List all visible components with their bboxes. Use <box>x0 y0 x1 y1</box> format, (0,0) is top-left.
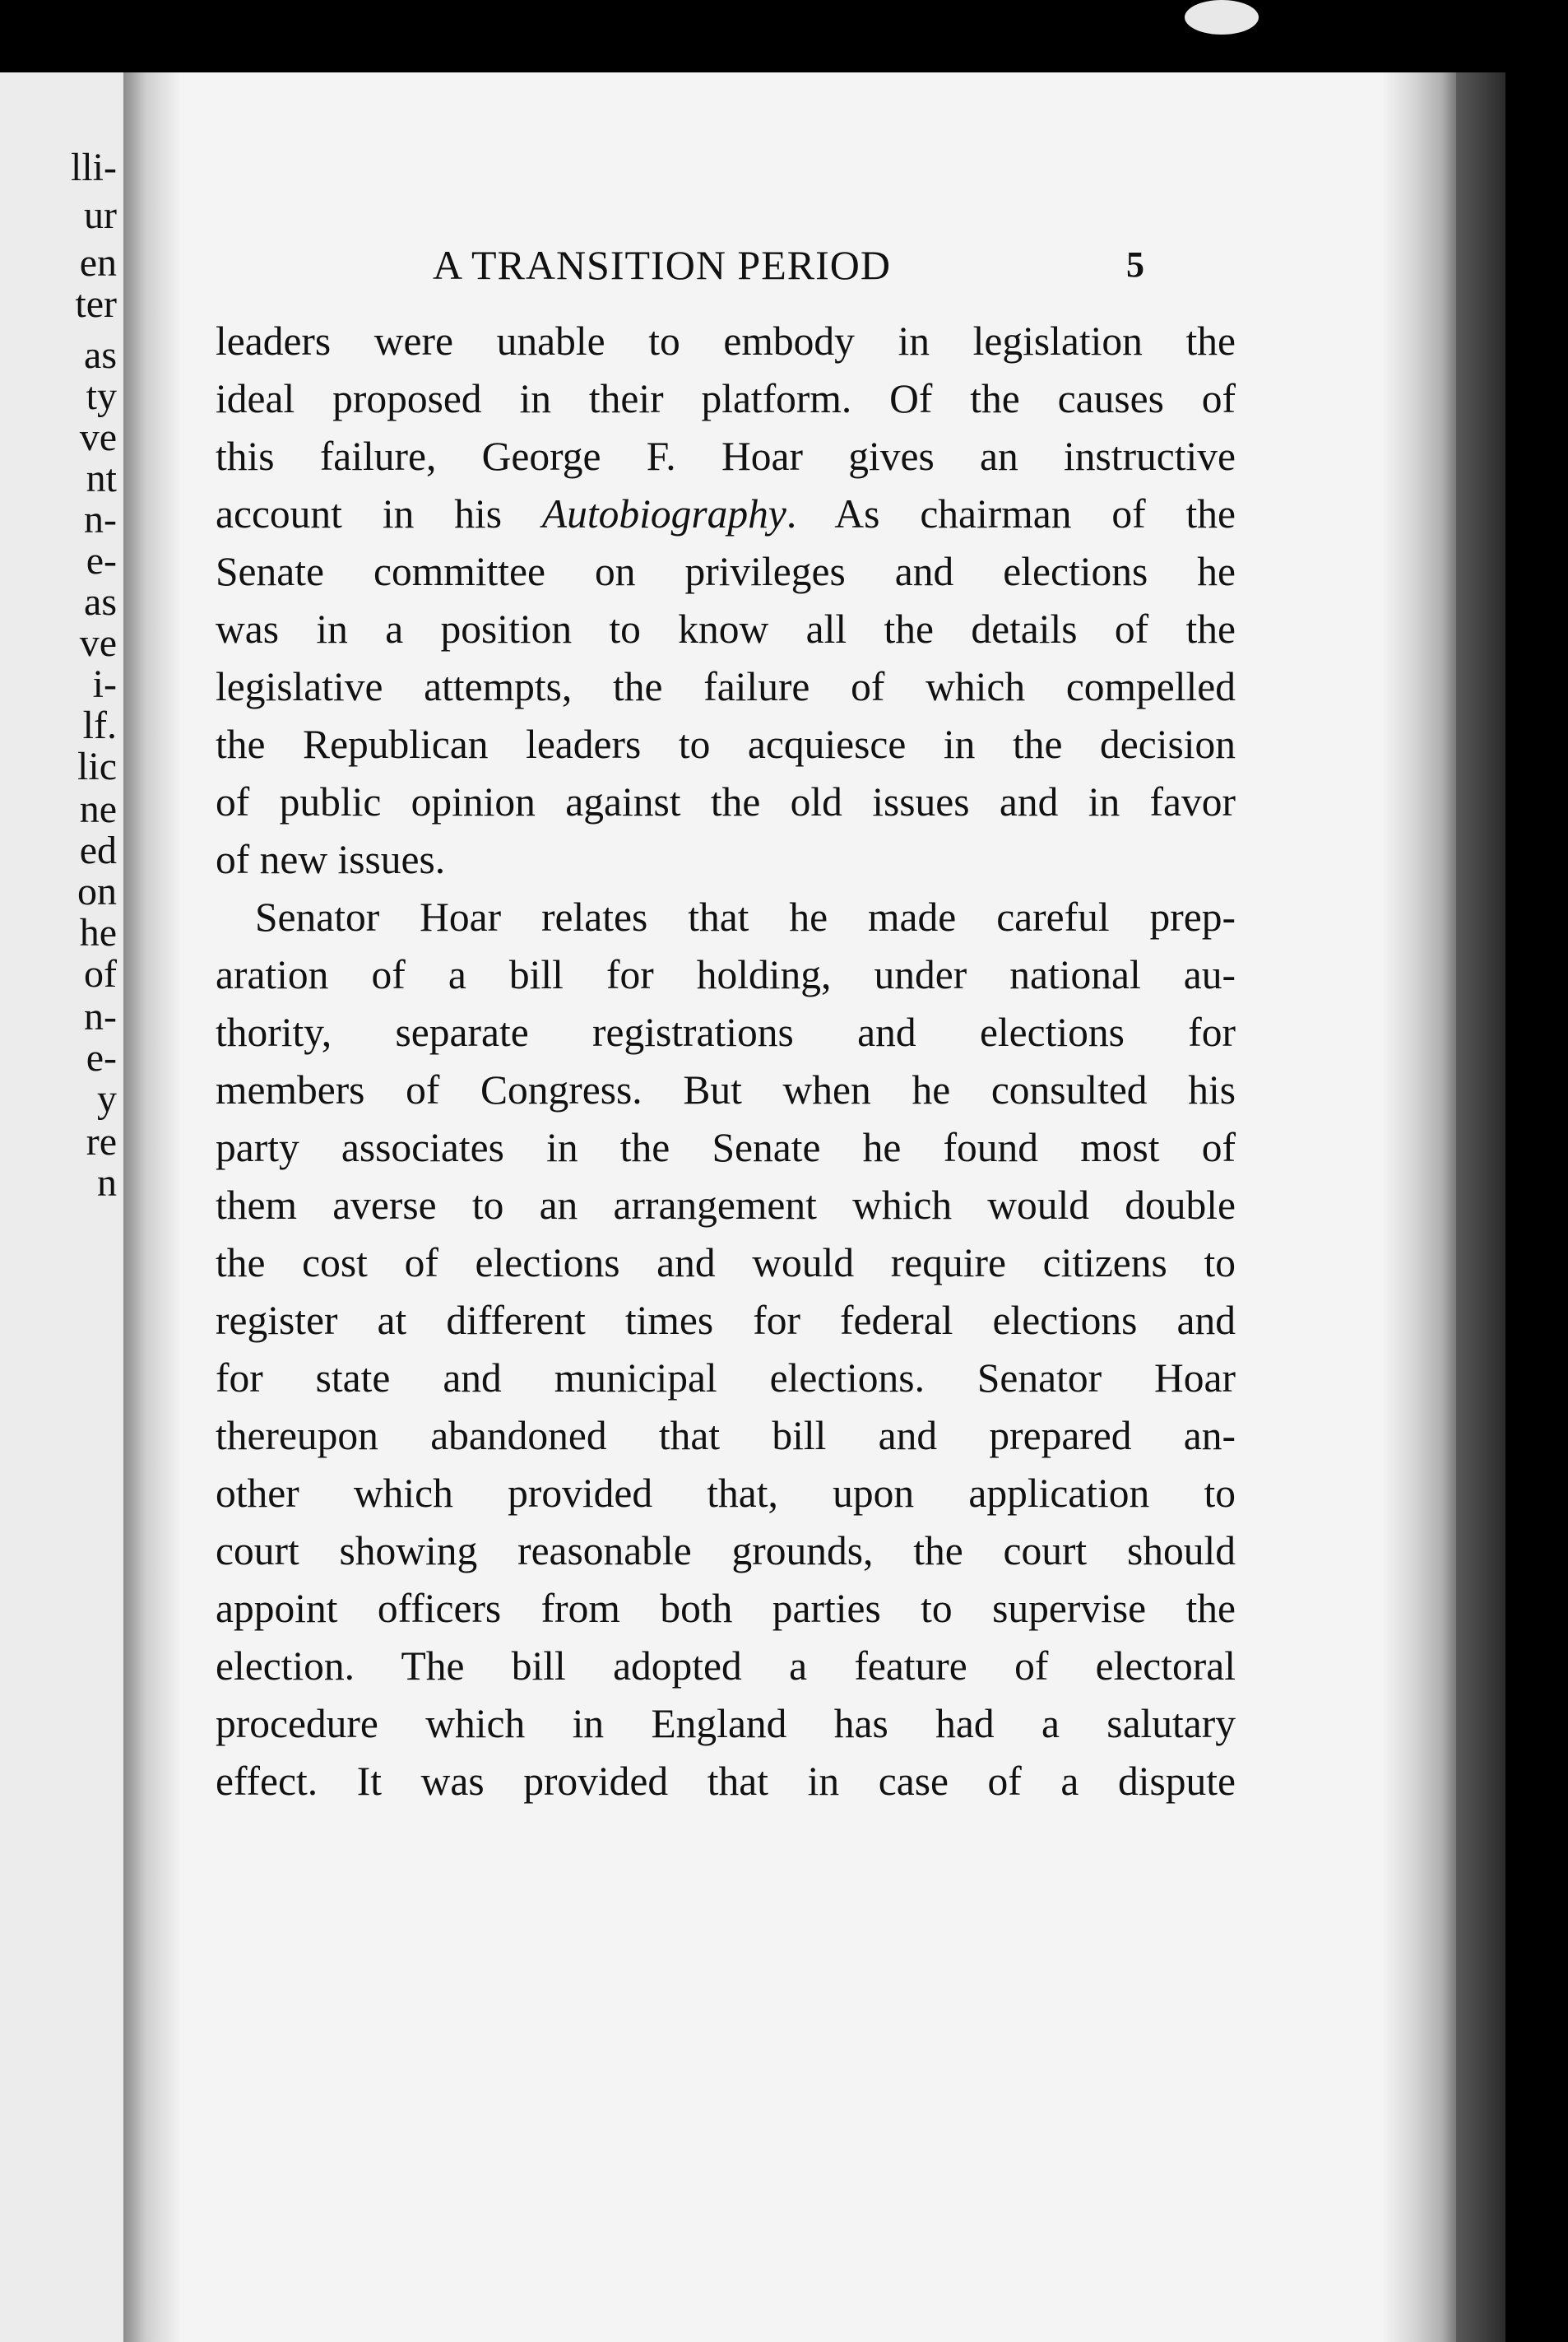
left-page-fragment: y <box>97 1077 117 1121</box>
left-page-fragment: lf. <box>82 704 117 747</box>
scan-speck <box>1185 0 1259 35</box>
left-page-fragment: n- <box>84 995 117 1039</box>
body-text <box>216 313 1236 1810</box>
text-line: leaders were unable to embody in legislation the <box>216 318 1236 364</box>
page-number: 5 <box>1126 244 1144 285</box>
text-line: aration of a bill for holding, under national au- <box>216 952 1236 997</box>
text-line: effect. It was provided that in case of a dispute <box>216 1759 1236 1804</box>
spine-shadow <box>123 72 181 2342</box>
text-line: ideal proposed in their platform. Of the causes of <box>216 376 1236 421</box>
text-line: Senate committee on privileges and elections he <box>216 549 1236 594</box>
text-line: Senator Hoar relates that he made careful prep- <box>255 895 1236 940</box>
text-line: of public opinion against the old issues and in favor <box>216 779 1236 825</box>
left-page-fragment: ve <box>79 416 117 459</box>
text-line: other which provided that, upon application to <box>216 1471 1236 1516</box>
left-page-fragment: he <box>79 911 117 955</box>
left-page-fragment: en <box>79 241 117 285</box>
text-line: legislative attempts, the failure of which compelled <box>216 664 1236 709</box>
text-line: for state and municipal elections. Senator Hoar <box>216 1355 1236 1401</box>
text-line: the Republican leaders to acquiesce in the decision <box>216 722 1236 767</box>
text-line: appoint officers from both parties to supervise the <box>216 1586 1236 1631</box>
left-page-fragment: ty <box>86 374 117 418</box>
left-page-fragment: as <box>84 580 117 624</box>
left-page-fragment: e- <box>86 539 117 583</box>
text-line: members of Congress. But when he consulted his <box>216 1067 1236 1113</box>
text-line: register at different times for federal elections and <box>216 1298 1236 1343</box>
left-page-fragment: ur <box>84 193 117 237</box>
left-page-fragment: on <box>77 870 117 913</box>
left-page-fragment: lic <box>77 745 117 788</box>
book-page <box>123 72 1456 2342</box>
book-title-italic: Autobiography <box>541 491 786 537</box>
left-page-fragment: nt <box>86 457 117 500</box>
left-page-fragment: ed <box>79 829 117 872</box>
left-page-fragment: i- <box>92 662 117 706</box>
text-line: of new issues. <box>216 837 446 882</box>
text-line: court showing reasonable grounds, the court should <box>216 1528 1236 1573</box>
left-page-fragment: n- <box>84 498 117 541</box>
left-page-fragment: of <box>84 952 117 996</box>
text-line: the cost of elections and would require citizens to <box>216 1240 1236 1285</box>
right-book-edge <box>1456 72 1505 2342</box>
text-line: this failure, George F. Hoar gives an instructive <box>216 434 1236 479</box>
text-line: procedure which in England has had a salutary <box>216 1701 1236 1746</box>
text-line: party associates in the Senate he found most of <box>216 1125 1236 1170</box>
left-page-fragment: ne <box>79 788 117 831</box>
text-line: thority, separate registrations and elections for <box>216 1010 1236 1055</box>
text-line: them averse to an arrangement which would double <box>216 1183 1236 1228</box>
left-page-fragment: e- <box>86 1036 117 1080</box>
left-page-fragment: ter <box>75 282 117 326</box>
text-line: account in his Autobiography. As chairman of the <box>216 491 1236 537</box>
left-page-fragment: re <box>86 1120 117 1164</box>
left-page-fragment: lli- <box>71 146 117 189</box>
left-page-fragment: n <box>97 1161 117 1205</box>
text-line: thereupon abandoned that bill and prepared an- <box>216 1413 1236 1458</box>
fore-edge-shadow <box>1382 72 1456 2342</box>
text-line: was in a position to know all the details of the <box>216 606 1236 652</box>
left-page-fragment: as <box>84 333 117 377</box>
left-page-fragment: ve <box>79 621 117 665</box>
running-title: A TRANSITION PERIOD <box>433 242 891 288</box>
text-line: election. The bill adopted a feature of electoral <box>216 1643 1236 1689</box>
